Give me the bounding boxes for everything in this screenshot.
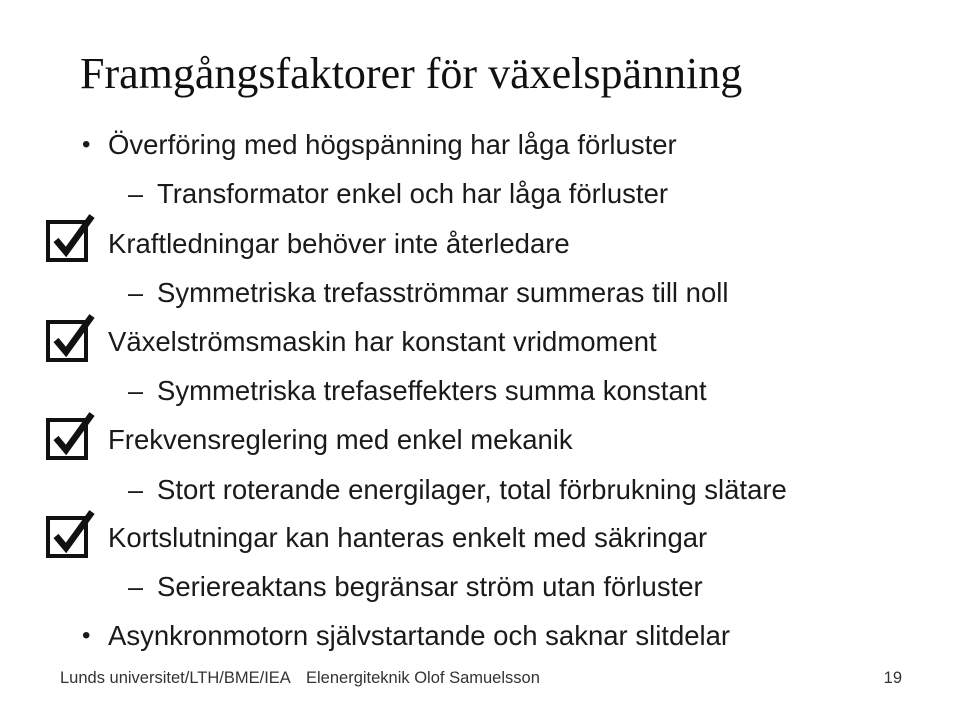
footer-page-number: 19	[883, 669, 902, 687]
sub-bullet-text: Transformator enkel och har låga förluster	[157, 178, 669, 209]
sub-bullet-text: Symmetriska trefaseffekters summa konstant	[157, 375, 707, 406]
bullet-marker: •	[82, 131, 91, 158]
check-item-text: Kortslutningar kan hanteras enkelt med säkringar	[108, 522, 708, 553]
check-item-text: Kraftledningar behöver inte återledare	[108, 228, 570, 259]
sub-bullet-text: Symmetriska trefasströmmar summeras till noll	[157, 277, 729, 308]
check-item-text: Frekvensreglering med enkel mekanik	[108, 424, 573, 455]
bullet-text: Överföring med högspänning har låga förluster	[108, 129, 677, 160]
checkbox-checked-icon	[44, 508, 98, 562]
dash-marker: –	[128, 376, 144, 406]
slide-title: Framgångsfaktorer för växelspänning	[80, 49, 743, 98]
bullet-text: Asynkronmotorn självstartande och saknar slitdelar	[108, 620, 731, 651]
sub-bullet-text: Seriereaktans begränsar ström utan förluster	[157, 571, 703, 602]
footer-affiliation: Lunds universitet/LTH/BME/IEA	[60, 669, 291, 687]
dash-marker: –	[128, 278, 144, 308]
check-item-text: Växelströmsmaskin har konstant vridmoment	[108, 326, 657, 357]
checkbox-checked-icon	[44, 212, 98, 266]
dash-marker: –	[128, 179, 144, 209]
footer-course-author: Elenergiteknik Olof Samuelsson	[306, 669, 540, 687]
bullet-marker: •	[82, 622, 91, 649]
checkbox-checked-icon	[44, 312, 98, 366]
dash-marker: –	[128, 475, 144, 505]
checkbox-checked-icon	[44, 410, 98, 464]
sub-bullet-text: Stort roterande energilager, total förbrukning slätare	[157, 474, 787, 505]
dash-marker: –	[128, 572, 144, 602]
